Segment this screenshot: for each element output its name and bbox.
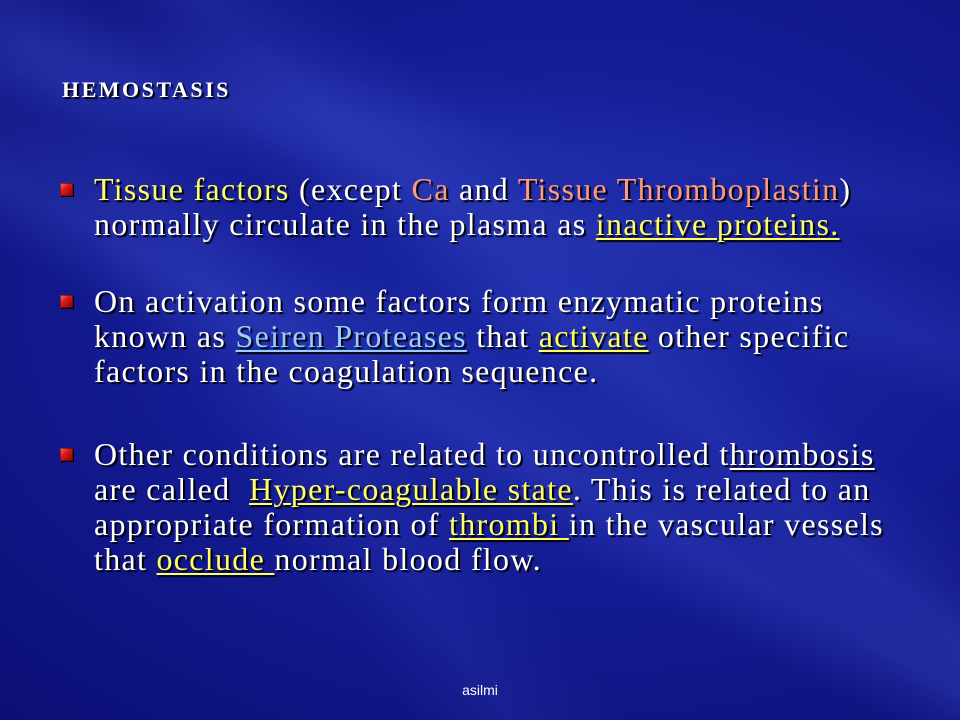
text-segment: normal blood flow.	[274, 541, 542, 577]
term-ca: Ca	[411, 171, 450, 207]
bullet-line	[94, 284, 849, 319]
text-segment: appropriate formation of	[94, 506, 450, 542]
bullet-line	[94, 542, 884, 577]
bullet-line	[94, 172, 851, 207]
text-segment: that	[466, 318, 539, 354]
red-square-bullet-icon	[60, 448, 73, 461]
link-thrombi[interactable]: thrombi	[449, 506, 569, 542]
bullet-line	[94, 437, 884, 472]
bullet-line	[94, 354, 849, 389]
term-tissue-factors: Tissue factors	[94, 171, 290, 207]
text-segment: Other conditions are related to uncontrolled t	[94, 436, 730, 472]
text-segment: that	[94, 541, 157, 577]
bullet-text	[94, 437, 884, 577]
link-hyper-coagulable-state[interactable]: Hyper-coagulable state	[249, 471, 573, 507]
text-segment: and	[449, 171, 518, 207]
link-thrombosis[interactable]: hrombosis	[729, 436, 875, 472]
slide-title: HEMOSTASIS	[62, 77, 231, 102]
text-segment: other specific	[648, 318, 850, 354]
text-segment: )	[839, 171, 852, 207]
text-segment: . This is related to an	[572, 471, 871, 507]
term-tissue-thromboplastin: Tissue Thromboplastin	[517, 171, 840, 207]
text-segment: known as	[94, 318, 236, 354]
bullet-line	[94, 472, 884, 507]
bullet-line	[94, 507, 884, 542]
text-segment: are called	[94, 471, 250, 507]
link-occlude[interactable]: occlude	[156, 541, 275, 577]
text-segment: factors in the coagulation sequence.	[94, 353, 599, 389]
bullet-text	[94, 284, 849, 389]
bullet-line	[94, 207, 851, 242]
link-seiren-proteases[interactable]: Seiren Proteases	[235, 318, 467, 354]
red-square-bullet-icon	[60, 295, 73, 308]
red-square-bullet-icon	[60, 183, 73, 196]
bullet-text	[94, 172, 851, 242]
link-activate[interactable]: activate	[538, 318, 649, 354]
bullet-line	[94, 319, 849, 354]
text-segment: On activation some factors form enzymatic proteins	[94, 283, 824, 319]
text-segment: in the vascular vessels	[568, 506, 884, 542]
text-segment: normally circulate in the plasma as	[94, 206, 596, 242]
slide-footer: asilmi	[462, 682, 498, 698]
link-inactive-proteins[interactable]: inactive proteins.	[595, 206, 840, 242]
text-segment: (except	[289, 171, 412, 207]
